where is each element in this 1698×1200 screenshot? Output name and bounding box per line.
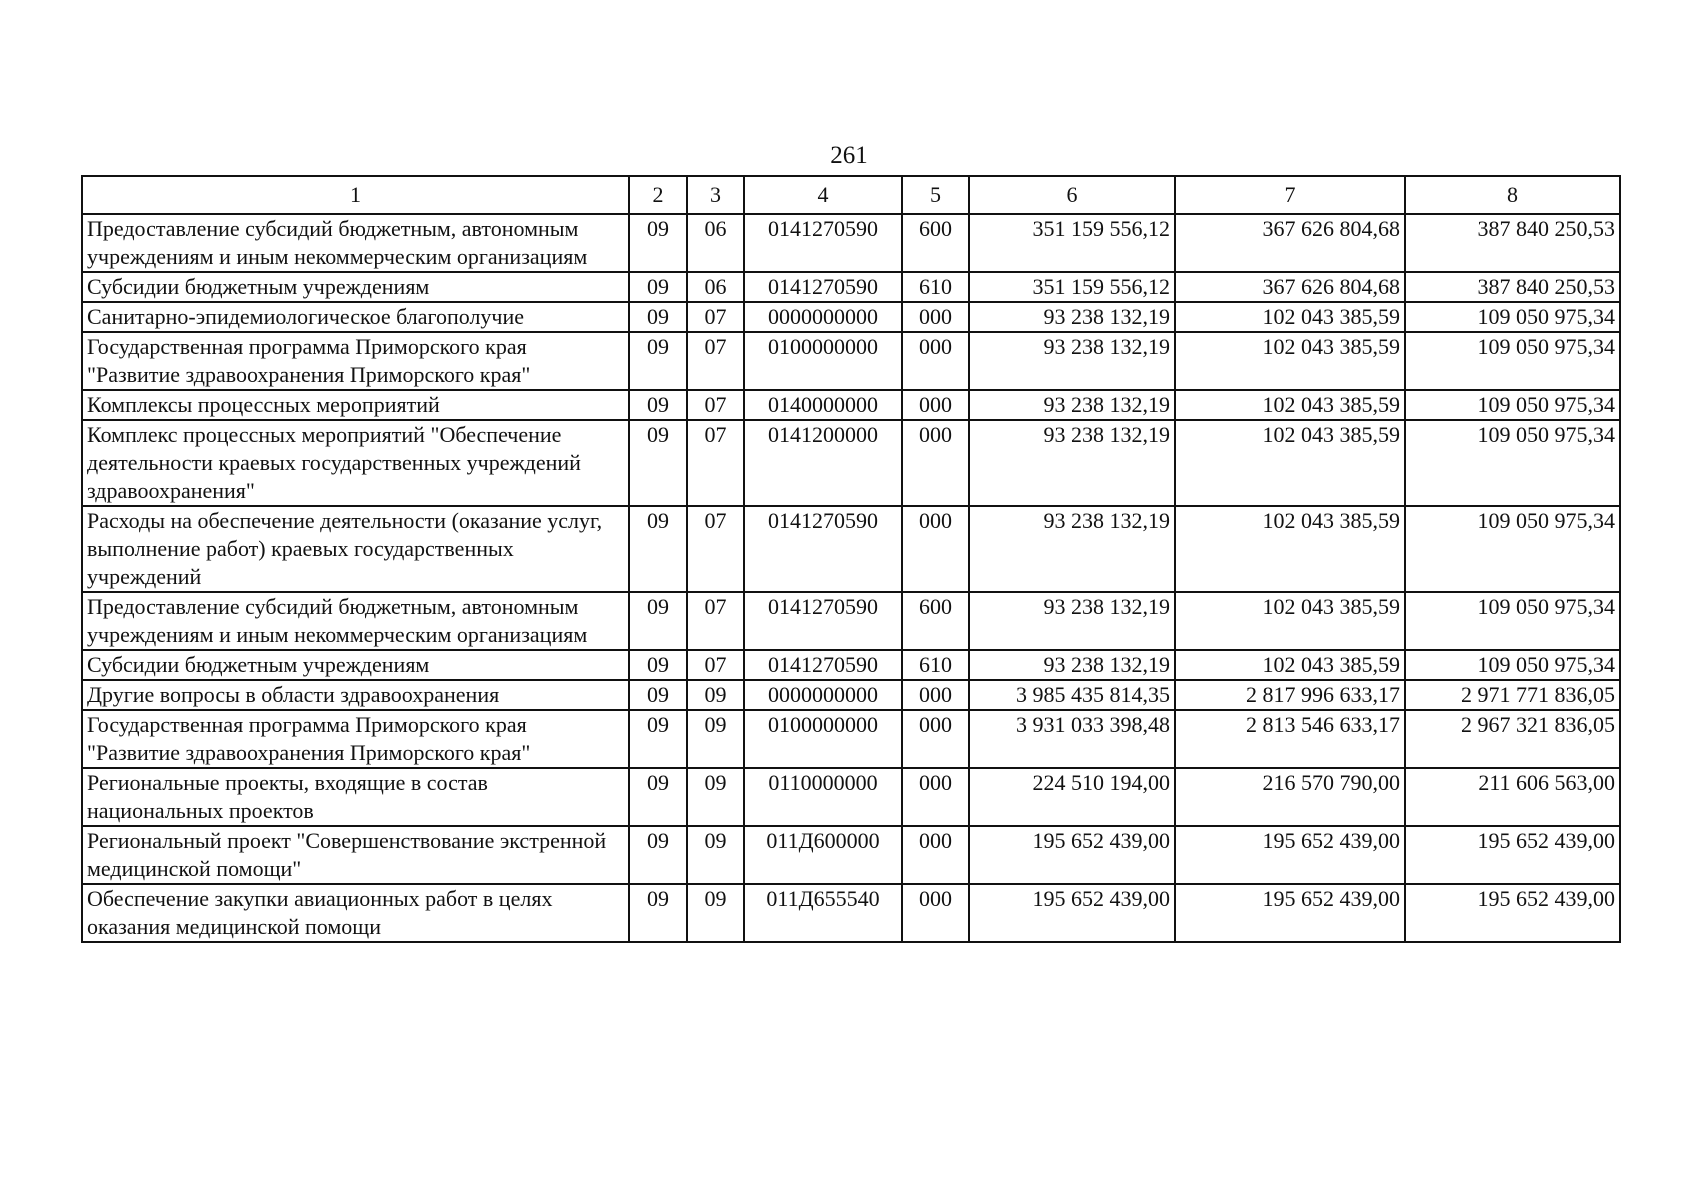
target-article-cell: 0100000000 [744, 710, 902, 768]
row-name-cell: Санитарно-эпидемиологическое благополучие [82, 302, 629, 332]
amount-col8-cell: 195 652 439,00 [1405, 826, 1620, 884]
row-name-cell: Комплекс процессных мероприятий "Обеспечение деятельности краевых государственных учреждений здравоохранения" [82, 420, 629, 506]
amount-col6-cell: 351 159 556,12 [969, 214, 1175, 272]
amount-col6-cell: 195 652 439,00 [969, 884, 1175, 942]
table-row [82, 214, 1620, 272]
subsection-code-cell: 06 [687, 272, 744, 302]
amount-col6-cell: 93 238 132,19 [969, 420, 1175, 506]
column-header-2: 2 [629, 176, 687, 214]
table-row [82, 592, 1620, 650]
row-name-cell: Региональный проект "Совершенствование экстренной медицинской помощи" [82, 826, 629, 884]
expense-type-cell: 000 [902, 826, 969, 884]
table-row [82, 710, 1620, 768]
amount-col6-cell: 93 238 132,19 [969, 650, 1175, 680]
amount-col8-cell: 195 652 439,00 [1405, 884, 1620, 942]
amount-col7-cell: 195 652 439,00 [1175, 884, 1405, 942]
amount-col8-cell: 109 050 975,34 [1405, 420, 1620, 506]
target-article-cell: 0140000000 [744, 390, 902, 420]
page-number: 261 [830, 142, 868, 169]
target-article-cell: 0141270590 [744, 272, 902, 302]
row-name-cell: Другие вопросы в области здравоохранения [82, 680, 629, 710]
row-name-cell: Государственная программа Приморского края "Развитие здравоохранения Приморского края" [82, 332, 629, 390]
amount-col8-cell: 109 050 975,34 [1405, 506, 1620, 592]
amount-col8-cell: 387 840 250,53 [1405, 214, 1620, 272]
subsection-code-cell: 09 [687, 710, 744, 768]
amount-col8-cell: 109 050 975,34 [1405, 302, 1620, 332]
table-body [82, 214, 1620, 942]
section-code-cell: 09 [629, 332, 687, 390]
table-row [82, 650, 1620, 680]
expense-type-cell: 600 [902, 592, 969, 650]
column-header-4: 4 [744, 176, 902, 214]
target-article-cell: 0000000000 [744, 680, 902, 710]
table-row [82, 884, 1620, 942]
amount-col7-cell: 102 043 385,59 [1175, 390, 1405, 420]
target-article-cell: 0110000000 [744, 768, 902, 826]
amount-col7-cell: 195 652 439,00 [1175, 826, 1405, 884]
section-code-cell: 09 [629, 650, 687, 680]
amount-col8-cell: 109 050 975,34 [1405, 650, 1620, 680]
amount-col7-cell: 216 570 790,00 [1175, 768, 1405, 826]
section-code-cell: 09 [629, 214, 687, 272]
row-name-cell: Региональные проекты, входящие в состав национальных проектов [82, 768, 629, 826]
target-article-cell: 0141270590 [744, 214, 902, 272]
row-name-cell: Обеспечение закупки авиационных работ в целях оказания медицинской помощи [82, 884, 629, 942]
column-header-5: 5 [902, 176, 969, 214]
amount-col7-cell: 367 626 804,68 [1175, 272, 1405, 302]
section-code-cell: 09 [629, 592, 687, 650]
table-row [82, 390, 1620, 420]
amount-col8-cell: 109 050 975,34 [1405, 592, 1620, 650]
amount-col6-cell: 3 985 435 814,35 [969, 680, 1175, 710]
subsection-code-cell: 07 [687, 592, 744, 650]
amount-col7-cell: 102 043 385,59 [1175, 506, 1405, 592]
expense-type-cell: 610 [902, 650, 969, 680]
amount-col6-cell: 195 652 439,00 [969, 826, 1175, 884]
table-row [82, 826, 1620, 884]
subsection-code-cell: 09 [687, 680, 744, 710]
column-header-1: 1 [82, 176, 629, 214]
subsection-code-cell: 07 [687, 420, 744, 506]
section-code-cell: 09 [629, 506, 687, 592]
amount-col6-cell: 93 238 132,19 [969, 390, 1175, 420]
subsection-code-cell: 07 [687, 506, 744, 592]
amount-col6-cell: 93 238 132,19 [969, 302, 1175, 332]
section-code-cell: 09 [629, 390, 687, 420]
section-code-cell: 09 [629, 272, 687, 302]
amount-col7-cell: 102 043 385,59 [1175, 420, 1405, 506]
row-name-cell: Предоставление субсидий бюджетным, автономным учреждениям и иным некоммерческим организациям [82, 592, 629, 650]
subsection-code-cell: 07 [687, 650, 744, 680]
row-name-cell: Субсидии бюджетным учреждениям [82, 650, 629, 680]
section-code-cell: 09 [629, 420, 687, 506]
target-article-cell: 0141270590 [744, 650, 902, 680]
table-row [82, 272, 1620, 302]
expense-type-cell: 600 [902, 214, 969, 272]
table-row [82, 332, 1620, 390]
expense-type-cell: 000 [902, 420, 969, 506]
expense-type-cell: 000 [902, 332, 969, 390]
subsection-code-cell: 09 [687, 768, 744, 826]
expense-type-cell: 610 [902, 272, 969, 302]
section-code-cell: 09 [629, 302, 687, 332]
expense-type-cell: 000 [902, 506, 969, 592]
amount-col8-cell: 2 967 321 836,05 [1405, 710, 1620, 768]
table-row [82, 420, 1620, 506]
expense-type-cell: 000 [902, 768, 969, 826]
amount-col7-cell: 2 813 546 633,17 [1175, 710, 1405, 768]
expense-type-cell: 000 [902, 390, 969, 420]
section-code-cell: 09 [629, 680, 687, 710]
amount-col8-cell: 211 606 563,00 [1405, 768, 1620, 826]
target-article-cell: 0141270590 [744, 506, 902, 592]
column-header-3: 3 [687, 176, 744, 214]
amount-col6-cell: 224 510 194,00 [969, 768, 1175, 826]
expense-type-cell: 000 [902, 710, 969, 768]
amount-col7-cell: 102 043 385,59 [1175, 302, 1405, 332]
target-article-cell: 011Д600000 [744, 826, 902, 884]
row-name-cell: Предоставление субсидий бюджетным, автономным учреждениям и иным некоммерческим организациям [82, 214, 629, 272]
amount-col8-cell: 2 971 771 836,05 [1405, 680, 1620, 710]
row-name-cell: Субсидии бюджетным учреждениям [82, 272, 629, 302]
row-name-cell: Государственная программа Приморского края "Развитие здравоохранения Приморского края" [82, 710, 629, 768]
target-article-cell: 0141200000 [744, 420, 902, 506]
target-article-cell: 0141270590 [744, 592, 902, 650]
expense-type-cell: 000 [902, 302, 969, 332]
row-name-cell: Комплексы процессных мероприятий [82, 390, 629, 420]
expense-type-cell: 000 [902, 884, 969, 942]
amount-col7-cell: 102 043 385,59 [1175, 650, 1405, 680]
amount-col7-cell: 102 043 385,59 [1175, 592, 1405, 650]
amount-col8-cell: 109 050 975,34 [1405, 332, 1620, 390]
row-name-cell: Расходы на обеспечение деятельности (оказание услуг, выполнение работ) краевых государственных учреждений [82, 506, 629, 592]
section-code-cell: 09 [629, 826, 687, 884]
column-header-8: 8 [1405, 176, 1620, 214]
amount-col6-cell: 351 159 556,12 [969, 272, 1175, 302]
section-code-cell: 09 [629, 884, 687, 942]
budget-table [81, 175, 1621, 943]
target-article-cell: 011Д655540 [744, 884, 902, 942]
amount-col7-cell: 102 043 385,59 [1175, 332, 1405, 390]
subsection-code-cell: 09 [687, 884, 744, 942]
subsection-code-cell: 06 [687, 214, 744, 272]
amount-col6-cell: 93 238 132,19 [969, 332, 1175, 390]
amount-col8-cell: 109 050 975,34 [1405, 390, 1620, 420]
subsection-code-cell: 09 [687, 826, 744, 884]
amount-col6-cell: 93 238 132,19 [969, 592, 1175, 650]
amount-col6-cell: 3 931 033 398,48 [969, 710, 1175, 768]
expense-type-cell: 000 [902, 680, 969, 710]
amount-col7-cell: 367 626 804,68 [1175, 214, 1405, 272]
table-row [82, 768, 1620, 826]
section-code-cell: 09 [629, 768, 687, 826]
subsection-code-cell: 07 [687, 302, 744, 332]
target-article-cell: 0000000000 [744, 302, 902, 332]
subsection-code-cell: 07 [687, 332, 744, 390]
table-row [82, 302, 1620, 332]
target-article-cell: 0100000000 [744, 332, 902, 390]
table-row [82, 506, 1620, 592]
amount-col8-cell: 387 840 250,53 [1405, 272, 1620, 302]
amount-col6-cell: 93 238 132,19 [969, 506, 1175, 592]
amount-col7-cell: 2 817 996 633,17 [1175, 680, 1405, 710]
subsection-code-cell: 07 [687, 390, 744, 420]
section-code-cell: 09 [629, 710, 687, 768]
column-header-7: 7 [1175, 176, 1405, 214]
table-header-row [82, 176, 1620, 214]
column-header-6: 6 [969, 176, 1175, 214]
table-row [82, 680, 1620, 710]
